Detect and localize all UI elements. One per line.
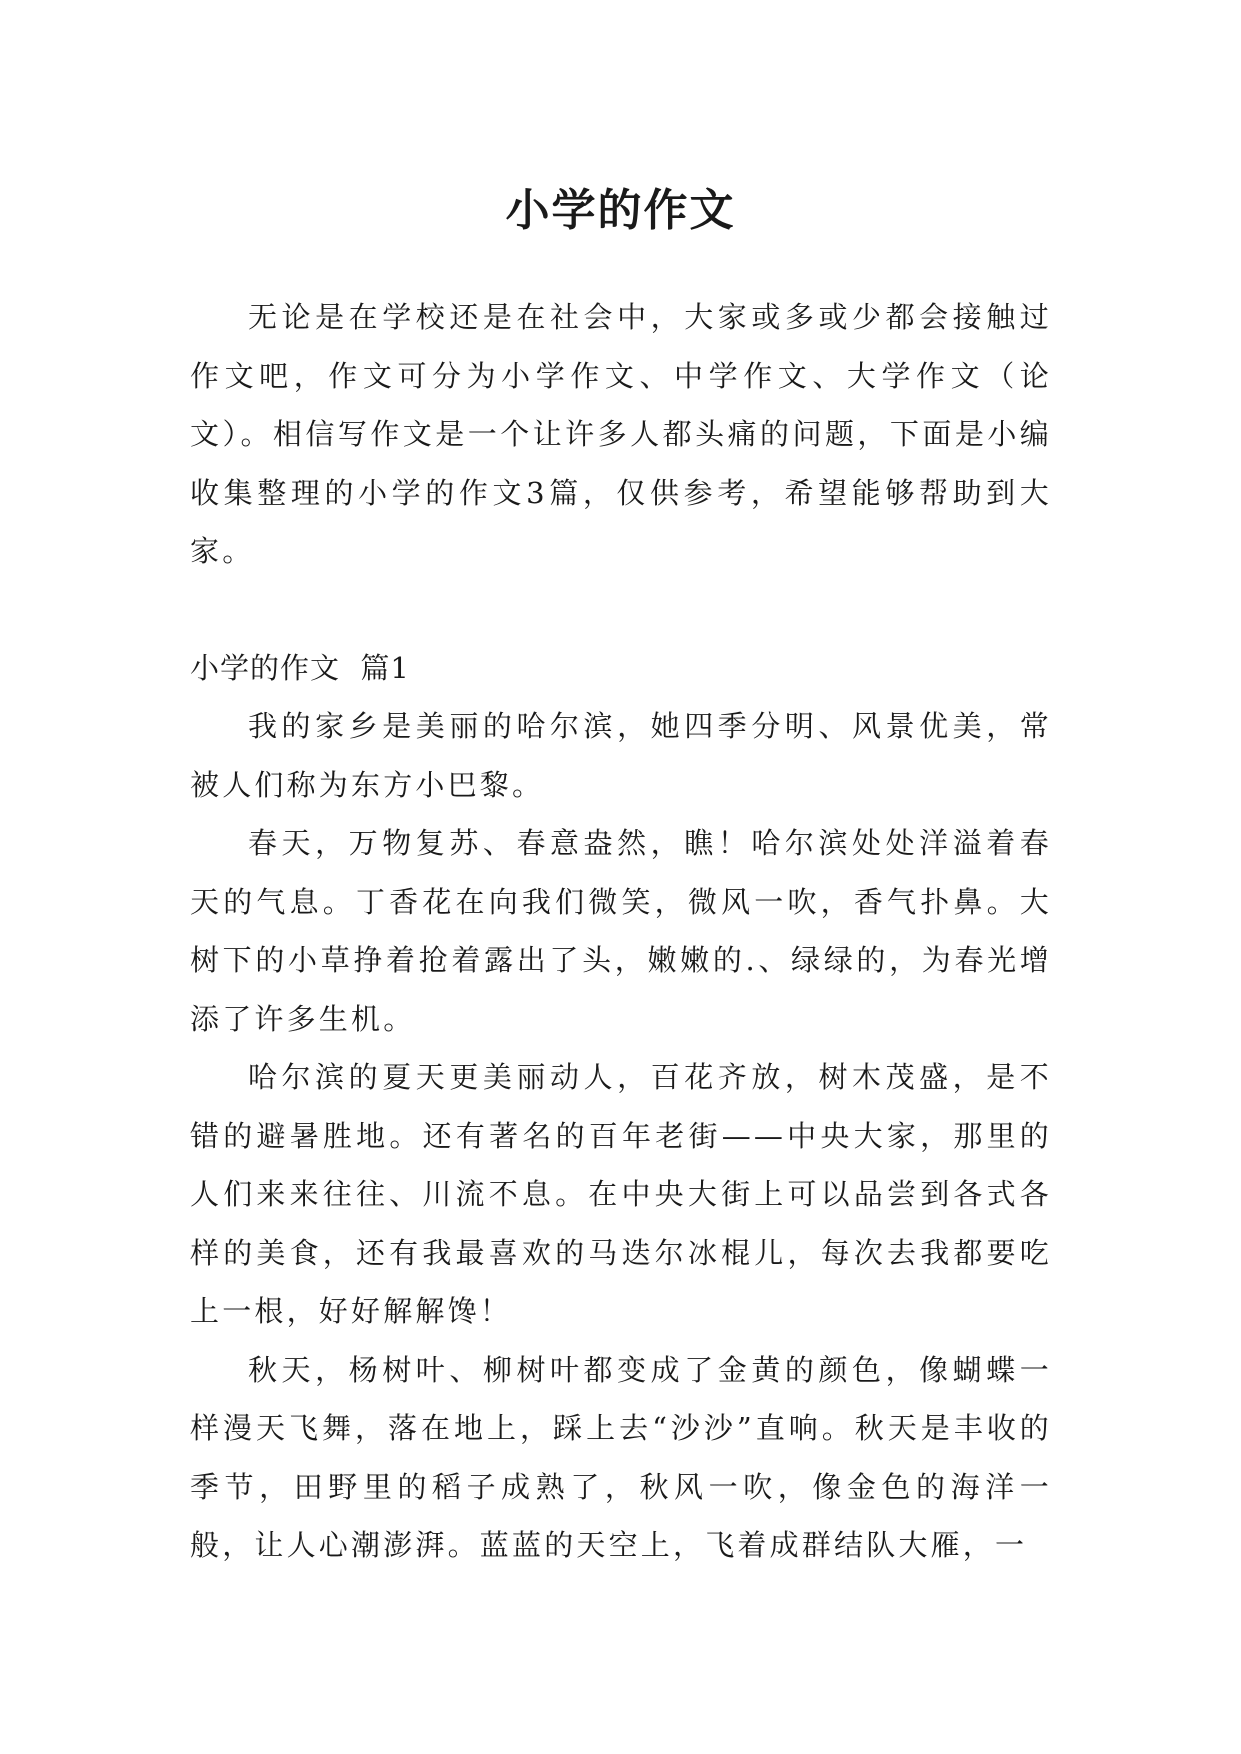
intro-paragraph: 无论是在学校还是在社会中，大家或多或少都会接触过作文吧，作文可分为小学作文、中学作文、大学作文（论文）。相信写作文是一个让许多人都头痛的问题，下面是小编收集整理的小学的作文3篇，仅供参考，希望能够帮助到大家。 — [190, 300, 1052, 568]
body-paragraph: 我的家乡是美丽的哈尔滨，她四季分明、风景优美，常被人们称为东方小巴黎。 — [190, 709, 1052, 802]
body-paragraph: 秋天，杨树叶、柳树叶都变成了金黄的颜色，像蝴蝶一样漫天飞舞，落在地上，踩上去“沙沙”直响。秋天是丰收的季节，田野里的稻子成熟了，秋风一吹，像金色的海洋一般，让人心潮澎湃。蓝蓝的天空上，飞着成群结队大雁，一 — [190, 1352, 1052, 1562]
document-title: 小学的作文 — [505, 185, 736, 237]
section-heading: 小学的作文 篇1 — [190, 650, 410, 685]
body-paragraph: 哈尔滨的夏天更美丽动人，百花齐放，树木茂盛，是不错的避暑胜地。还有著名的百年老街——中央大家，那里的人们来来往往、川流不息。在中央大街上可以品尝到各式各样的美食，还有我最喜欢的马迭尔冰棍儿，每次去我都要吃上一根，好好解解馋！ — [190, 1060, 1052, 1328]
body-paragraph: 春天，万物复苏、春意盎然，瞧！哈尔滨处处洋溢着春天的气息。丁香花在向我们微笑，微风一吹，香气扑鼻。大树下的小草挣着抢着露出了头，嫩嫩的.、绿绿的，为春光增添了许多生机。 — [190, 826, 1052, 1036]
document-body — [190, 288, 1052, 1575]
